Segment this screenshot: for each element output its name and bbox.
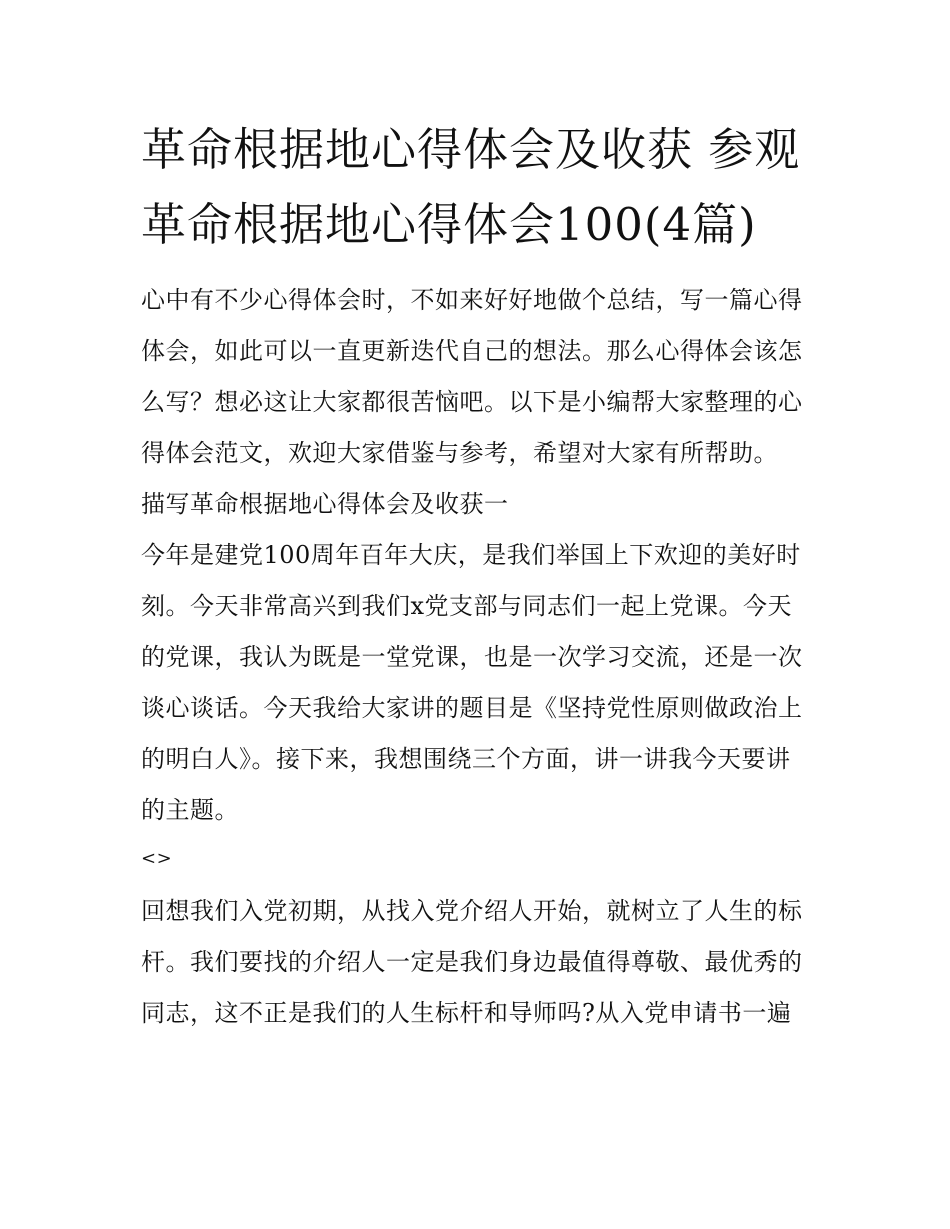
document-body	[141, 112, 813, 1039]
section-heading: 描写革命根据地心得体会及收获一	[141, 490, 509, 518]
document-title: 革命根据地心得体会及收获 参观革命根据地心得体会100(4篇)	[141, 123, 801, 251]
body-paragraph-1: 今年是建党100周年百年大庆，是我们举国上下欢迎的美好时刻。今天非常高兴到我们x党支部与同志们一起上党课。今天的党课，我认为既是一堂党课，也是一次学习交流，还是一次谈心谈话。今天我给大家讲的题目是《坚持党性原则做政治上的明白人》。接下来，我想围绕三个方面，讲一讲我今天要讲的主题。	[141, 541, 803, 824]
placeholder-marker: <>	[141, 848, 173, 869]
body-paragraph-2: 回想我们入党初期，从找入党介绍人开始，就树立了人生的标杆。我们要找的介绍人一定是我们身边最值得尊敬、最优秀的同志，这不正是我们的人生标杆和导师吗?从入党申请书一遍	[141, 897, 803, 1027]
intro-paragraph: 心中有不少心得体会时，不如来好好地做个总结，写一篇心得体会，如此可以一直更新迭代自己的想法。那么心得体会该怎么写？想必这让大家都很苦恼吧。以下是小编帮大家整理的心得体会范文，欢迎大家借鉴与参考，希望对大家有所帮助。	[141, 286, 803, 467]
